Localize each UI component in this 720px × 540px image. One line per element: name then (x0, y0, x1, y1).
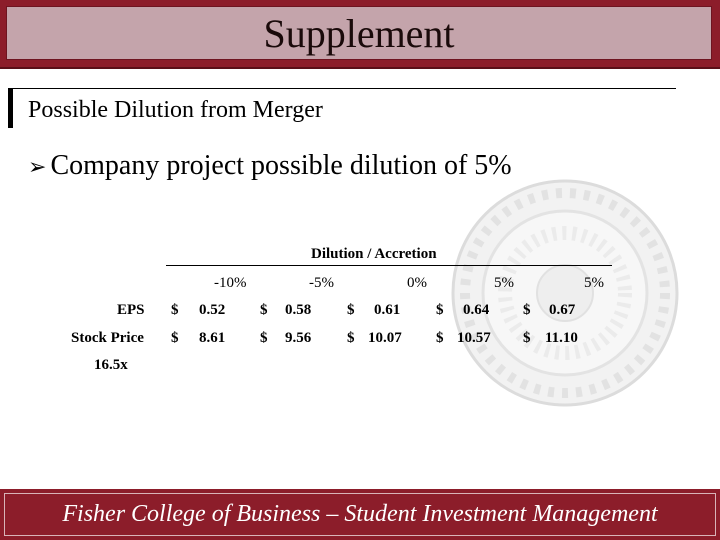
slide-title: Supplement (6, 6, 712, 60)
bullet-item (28, 150, 512, 184)
column-header: -10% (214, 275, 247, 291)
column-header: 5% (584, 275, 604, 291)
footer-text: Fisher College of Business – Student Investment Management (4, 493, 716, 536)
table-cell-currency: $ (436, 302, 444, 318)
subheader (8, 88, 676, 128)
table-cell-value: 10.07 (368, 330, 402, 346)
table-cell-value: 0.61 (374, 302, 401, 318)
subheader-rule (13, 88, 676, 89)
table-cell-currency: $ (260, 330, 268, 346)
table-cell-value: 0.64 (463, 302, 490, 318)
table-cell-value: 0.67 (549, 302, 576, 318)
arrow-bullet-icon: ➢ (28, 155, 47, 180)
bullet-text: Company project possible dilution of 5% (50, 150, 512, 181)
table-cell-value: 9.56 (285, 330, 312, 346)
column-header: -5% (309, 275, 334, 291)
title-bar (0, 0, 720, 69)
table-cell-currency: $ (171, 302, 179, 318)
table-cell-value: 10.57 (457, 330, 491, 346)
table-cell-value: 0.58 (285, 302, 312, 318)
row-label: Stock Price (71, 330, 144, 346)
table-cell-currency: $ (523, 302, 531, 318)
table-cell-value: 0.52 (199, 302, 226, 318)
table-cell-currency: $ (436, 330, 444, 346)
table-cell-value: 11.10 (545, 330, 578, 346)
subheader-accent-bar (8, 88, 13, 128)
slide-subtitle: Possible Dilution from Merger (28, 97, 323, 123)
column-header: 0% (407, 275, 427, 291)
table-cell-value: 8.61 (199, 330, 226, 346)
table-cell-currency: $ (347, 302, 355, 318)
table-header: Dilution / Accretion (311, 246, 437, 262)
footer-bar (0, 489, 720, 540)
table-cell-currency: $ (171, 330, 179, 346)
seal-watermark (450, 178, 680, 408)
table-cell-currency: $ (347, 330, 355, 346)
table-cell-currency: $ (523, 330, 531, 346)
row-label: EPS (117, 302, 145, 318)
multiple-note: 16.5x (94, 357, 128, 373)
table-header-rule (166, 265, 612, 266)
table-cell-currency: $ (260, 302, 268, 318)
column-header: 5% (494, 275, 514, 291)
